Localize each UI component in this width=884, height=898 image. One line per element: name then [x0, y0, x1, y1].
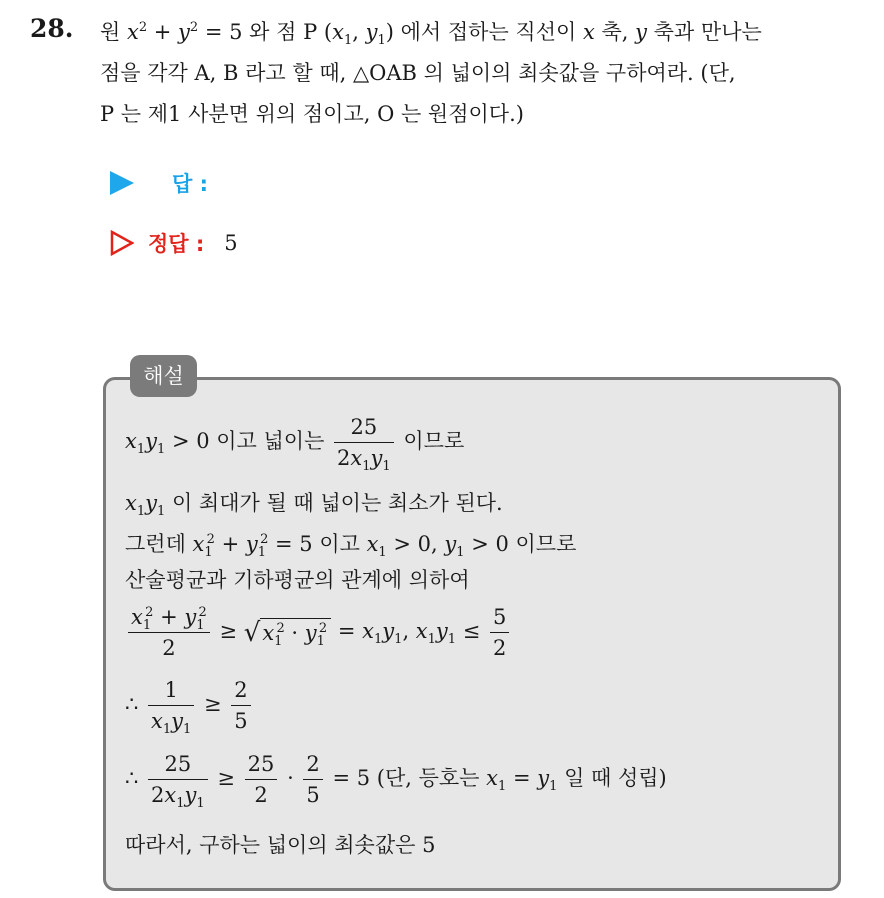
answer-row — [110, 168, 208, 198]
fraction-two-fifths: $\frac{2}{5}$ — [231, 678, 250, 733]
solution-line-1: $x_1y_1 > 0$ 이고 넓이는 $\frac{25}{2x_1y_1}$ 이므로 — [125, 415, 465, 475]
correct-answer-value: 5 — [224, 231, 238, 255]
fraction-reciprocal: $\frac{1}{x_1y_1}$ — [148, 678, 194, 733]
solution-line-4: 산술평균과 기하평균의 관계에 의하여 — [125, 568, 470, 592]
fraction-five-halves: $\frac{5}{2}$ — [490, 605, 509, 660]
play-outline-icon — [110, 230, 134, 256]
solution-line-6: ∴ $\frac{1}{x_1y_1}$ ≥ $\frac{2}{5}$ — [125, 678, 254, 733]
solution-line-7: ∴ $\frac{25}{2x_1y_1}$ ≥ $\frac{25}{2}$ · $\frac{2}{5}$ = 5 (단, 등호는 $x_1 = y_1$ 일 때 성립) — [125, 752, 667, 812]
sqrt-gm: √ $x_1^2 \cdot y_1^2$ — [244, 618, 331, 648]
solution-line-8: 따라서, 구하는 넓이의 최솟값은 5 — [125, 833, 436, 857]
solution-line-3: 그런데 $x_1^2 + y_1^2 = 5$ 이고 $x_1 > 0$, $y_1 > 0$ 이므로 — [125, 532, 577, 561]
play-filled-icon — [110, 171, 134, 195]
solution-line-2: $x_1y_1$ 이 최대가 될 때 넓이는 최소가 된다. — [125, 491, 503, 520]
fraction-area-2: $\frac{25}{2x_1y_1}$ — [148, 752, 208, 807]
problem-line-3: P 는 제1 사분면 위의 점이고, O 는 원점이다.) — [100, 102, 524, 126]
correct-answer-row — [110, 228, 238, 258]
fraction-area: $\frac{25}{2x_1y_1}$ — [334, 415, 394, 470]
problem-line-2: 점을 각각 A, B 라고 할 때, △OAB 의 넓이의 최솟값을 구하여라. (단, — [100, 61, 736, 85]
problem-statement — [100, 12, 870, 135]
solution-line-5: $\frac{x_1^2 + y_1^2}{2}$ ≥ √ $x_1^2 \cdot y_1^2$ = $x_1y_1$, $x_1y_1$ ≤ $\frac{5}{2}$ — [125, 605, 512, 660]
fraction-2-5: $\frac{2}{5}$ — [303, 752, 322, 807]
solution-tag: 해설 — [130, 355, 197, 397]
correct-answer-label: 정답 : — [148, 232, 205, 256]
fraction-am: $\frac{x_1^2 + y_1^2}{2}$ — [128, 605, 210, 660]
answer-label: 답 : — [172, 172, 208, 196]
fraction-25-2: $\frac{25}{2}$ — [245, 752, 278, 807]
problem-line-1: 원 $x^2 + y^2 = 5$ 와 점 P ($x_1$, $y_1$) 에서 접하는 직선이 x 축, y 축과 만나는 — [100, 20, 762, 49]
problem-number: 28. — [30, 14, 74, 43]
